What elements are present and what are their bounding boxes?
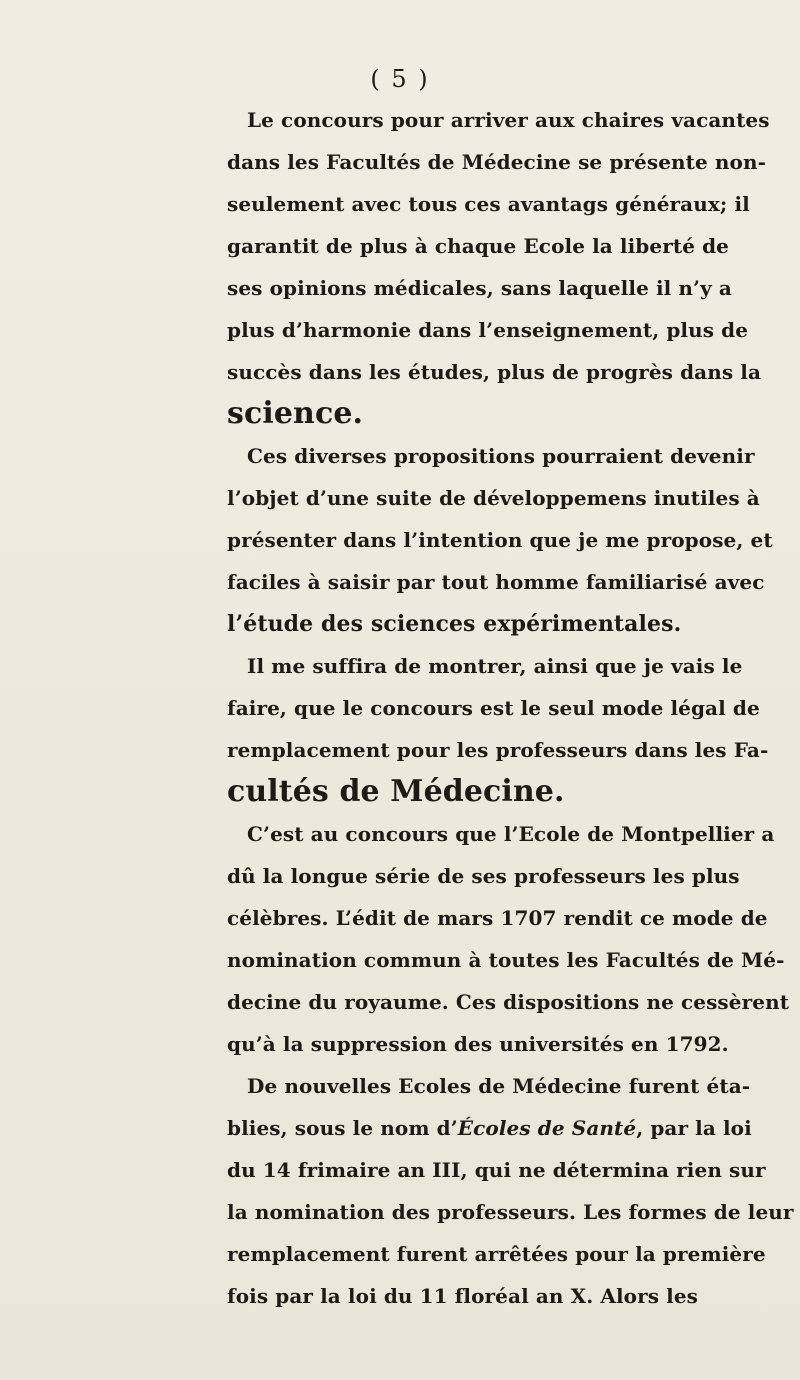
text-line xyxy=(227,561,765,603)
text-line xyxy=(247,99,770,141)
text-line xyxy=(227,603,685,645)
text-line xyxy=(227,309,749,351)
text-line-content: blies, sous le nom d’ xyxy=(227,1116,458,1140)
text-line-content: présenter dans l’intention que je me propose, et xyxy=(227,528,773,552)
text-line-content: De nouvelles Ecoles de Médecine furent éta- xyxy=(247,1074,751,1098)
text-line-content: succès dans les études, plus de progrès dans la xyxy=(227,360,762,384)
text-line-content: ses opinions médicales, sans laquelle il n’y a xyxy=(227,276,732,300)
text-line-content: faire, que le concours est le seul mode légal de xyxy=(227,696,760,720)
text-line-content: du 14 frimaire an III, qui ne détermina rien sur xyxy=(227,1158,766,1182)
page-number: ( 5 ) xyxy=(370,65,430,93)
text-line xyxy=(247,813,775,855)
text-line-content: nomination commun à toutes les Facultés de Mé- xyxy=(227,948,785,972)
text-line xyxy=(227,225,729,267)
text-line-content: dû la longue série de ses professeurs les plus xyxy=(227,864,740,888)
text-line xyxy=(227,267,732,309)
text-line-content: C’est au concours que l’Ecole de Montpellier a xyxy=(247,822,775,846)
text-line xyxy=(227,141,767,183)
text-line-content: dans les Facultés de Médecine se présente non- xyxy=(227,150,767,174)
text-line xyxy=(227,939,785,981)
text-line xyxy=(227,1191,794,1233)
text-line-content: qu’à la suppression des universités en 1792. xyxy=(227,1032,729,1056)
text-line xyxy=(247,435,755,477)
text-line xyxy=(247,645,743,687)
text-line-content: cultés de Médecine. xyxy=(227,774,565,809)
text-line-content: l’objet d’une suite de développemens inutiles à xyxy=(227,486,760,510)
text-line-content: Le concours pour arriver aux chaires vacantes xyxy=(247,108,770,132)
text-line-content: remplacement furent arrêtées pour la première xyxy=(227,1242,766,1266)
text-line-content: Il me suffira de montrer, ainsi que je vais le xyxy=(247,654,743,678)
text-line xyxy=(227,477,760,519)
text-line xyxy=(227,729,769,771)
text-line xyxy=(227,1233,766,1275)
text-line-content: célèbres. L’édit de mars 1707 rendit ce mode de xyxy=(227,906,768,930)
text-line-content: science. xyxy=(227,396,364,431)
text-line-content: fois par la loi du 11 floréal an X. Alors les xyxy=(227,1284,699,1308)
text-line xyxy=(227,1275,699,1317)
text-line xyxy=(227,1107,752,1149)
text-line xyxy=(227,897,768,939)
text-line-content: garantit de plus à chaque Ecole la liberté de xyxy=(227,234,729,258)
text-line-content: seulement avec tous ces avantags généraux; il xyxy=(227,192,750,216)
text-line-content: , par la loi xyxy=(636,1116,752,1140)
text-line-content: la nomination des professeurs. Les formes de leur xyxy=(227,1200,794,1224)
text-line-content: decine du royaume. Ces dispositions ne cessèrent xyxy=(227,990,790,1014)
text-line xyxy=(227,183,750,225)
text-line xyxy=(247,1065,751,1107)
text-line-content: plus d’harmonie dans l’enseignement, plus de xyxy=(227,318,749,342)
text-line xyxy=(227,351,762,393)
text-line-content: Ces diverses propositions pourraient devenir xyxy=(247,444,755,468)
text-line xyxy=(227,771,685,813)
text-line xyxy=(227,519,773,561)
text-line xyxy=(227,1149,766,1191)
text-line xyxy=(227,393,685,435)
text-line xyxy=(227,1023,729,1065)
text-line xyxy=(227,981,790,1023)
text-line-content: remplacement pour les professeurs dans les Fa- xyxy=(227,738,769,762)
text-line-content: l’étude des sciences expérimentales. xyxy=(227,611,682,637)
text-line xyxy=(227,855,740,897)
italic-text: Écoles de Santé xyxy=(457,1116,637,1140)
text-line-content: faciles à saisir par tout homme familiarisé avec xyxy=(227,570,765,594)
text-line xyxy=(227,687,760,729)
